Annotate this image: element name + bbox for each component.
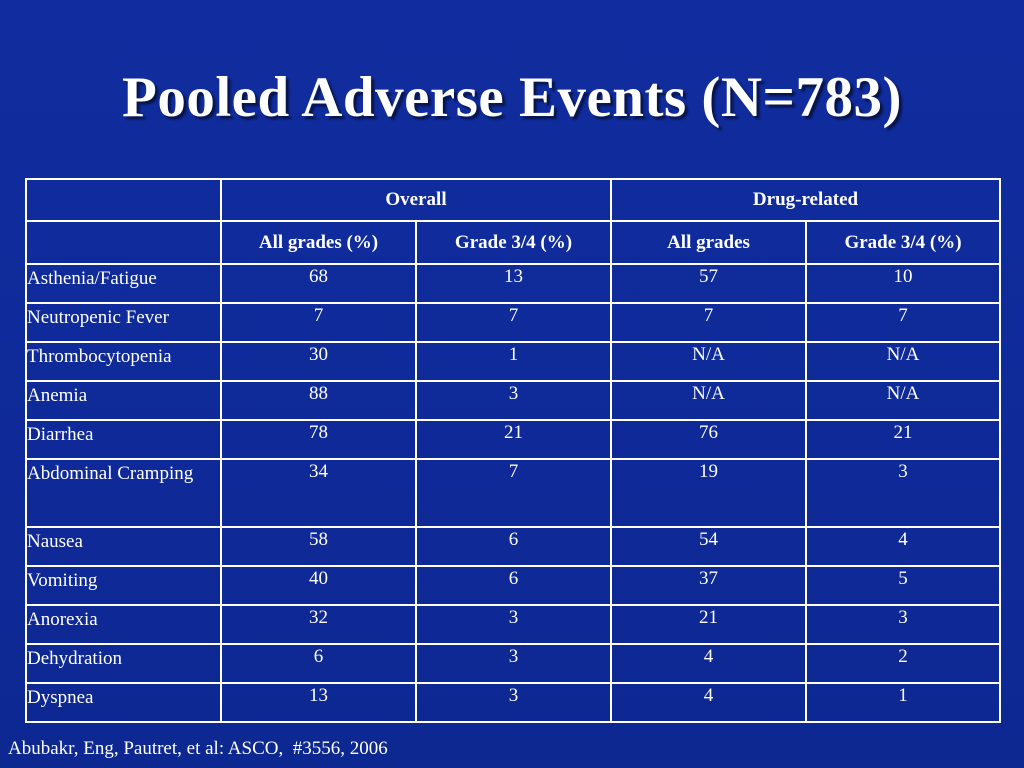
overall-grade-3-4-cell: 6 <box>416 527 611 566</box>
drug-grade-3-4-cell: N/A <box>806 381 1000 420</box>
overall-all-grades-cell: 68 <box>221 264 416 303</box>
event-name-cell: Anemia <box>26 381 221 420</box>
drug-grade-3-4-cell: 3 <box>806 605 1000 644</box>
sub-header-drug-grade-3-4: Grade 3/4 (%) <box>806 221 1000 264</box>
drug-all-grades-cell: N/A <box>611 381 806 420</box>
overall-grade-3-4-cell: 3 <box>416 644 611 683</box>
overall-grade-3-4-cell: 7 <box>416 303 611 342</box>
overall-all-grades-cell: 88 <box>221 381 416 420</box>
drug-grade-3-4-cell: 3 <box>806 459 1000 527</box>
drug-grade-3-4-cell: 7 <box>806 303 1000 342</box>
table-row <box>26 527 1000 566</box>
event-name-cell: Diarrhea <box>26 420 221 459</box>
drug-all-grades-cell: 4 <box>611 644 806 683</box>
adverse-events-table <box>25 178 1001 723</box>
sub-header-row <box>26 221 1000 264</box>
drug-grade-3-4-cell: 10 <box>806 264 1000 303</box>
drug-all-grades-cell: 4 <box>611 683 806 722</box>
table-row <box>26 264 1000 303</box>
sub-header-overall-grade-3-4: Grade 3/4 (%) <box>416 221 611 264</box>
group-header-row <box>26 179 1000 221</box>
table-row <box>26 605 1000 644</box>
table-row <box>26 644 1000 683</box>
overall-all-grades-cell: 30 <box>221 342 416 381</box>
overall-all-grades-cell: 6 <box>221 644 416 683</box>
overall-grade-3-4-cell: 3 <box>416 605 611 644</box>
table-row <box>26 342 1000 381</box>
sub-header-overall-all-grades: All grades (%) <box>221 221 416 264</box>
drug-all-grades-cell: 54 <box>611 527 806 566</box>
drug-all-grades-cell: N/A <box>611 342 806 381</box>
overall-all-grades-cell: 58 <box>221 527 416 566</box>
sub-header-drug-all-grades: All grades <box>611 221 806 264</box>
overall-all-grades-cell: 32 <box>221 605 416 644</box>
overall-grade-3-4-cell: 6 <box>416 566 611 605</box>
drug-all-grades-cell: 19 <box>611 459 806 527</box>
group-header-overall: Overall <box>221 179 611 221</box>
drug-all-grades-cell: 57 <box>611 264 806 303</box>
overall-grade-3-4-cell: 21 <box>416 420 611 459</box>
event-name-cell: Dyspnea <box>26 683 221 722</box>
drug-grade-3-4-cell: 4 <box>806 527 1000 566</box>
event-name-cell: Abdominal Cramping <box>26 459 221 527</box>
event-name-cell: Asthenia/Fatigue <box>26 264 221 303</box>
event-name-cell: Neutropenic Fever <box>26 303 221 342</box>
overall-all-grades-cell: 13 <box>221 683 416 722</box>
adverse-events-table-container <box>25 178 999 723</box>
overall-all-grades-cell: 7 <box>221 303 416 342</box>
drug-all-grades-cell: 37 <box>611 566 806 605</box>
overall-grade-3-4-cell: 7 <box>416 459 611 527</box>
slide-title: Pooled Adverse Events (N=783) <box>122 66 902 129</box>
table-row <box>26 303 1000 342</box>
drug-grade-3-4-cell: 5 <box>806 566 1000 605</box>
overall-grade-3-4-cell: 3 <box>416 683 611 722</box>
overall-all-grades-cell: 78 <box>221 420 416 459</box>
drug-all-grades-cell: 21 <box>611 605 806 644</box>
event-name-cell: Thrombocytopenia <box>26 342 221 381</box>
drug-grade-3-4-cell: 1 <box>806 683 1000 722</box>
overall-all-grades-cell: 34 <box>221 459 416 527</box>
drug-grade-3-4-cell: N/A <box>806 342 1000 381</box>
group-header-drug-related: Drug-related <box>611 179 1000 221</box>
group-header-empty <box>26 179 221 221</box>
drug-all-grades-cell: 76 <box>611 420 806 459</box>
drug-grade-3-4-cell: 21 <box>806 420 1000 459</box>
event-name-cell: Vomiting <box>26 566 221 605</box>
table-row <box>26 459 1000 527</box>
overall-all-grades-cell: 40 <box>221 566 416 605</box>
table-row <box>26 420 1000 459</box>
sub-header-empty <box>26 221 221 264</box>
table-row <box>26 566 1000 605</box>
table-row <box>26 381 1000 420</box>
event-name-cell: Nausea <box>26 527 221 566</box>
overall-grade-3-4-cell: 1 <box>416 342 611 381</box>
table-row <box>26 683 1000 722</box>
overall-grade-3-4-cell: 13 <box>416 264 611 303</box>
event-name-cell: Dehydration <box>26 644 221 683</box>
drug-grade-3-4-cell: 2 <box>806 644 1000 683</box>
event-name-cell: Anorexia <box>26 605 221 644</box>
drug-all-grades-cell: 7 <box>611 303 806 342</box>
slide-citation: Abubakr, Eng, Pautret, et al: ASCO, #3556, 2006 <box>8 738 388 759</box>
overall-grade-3-4-cell: 3 <box>416 381 611 420</box>
